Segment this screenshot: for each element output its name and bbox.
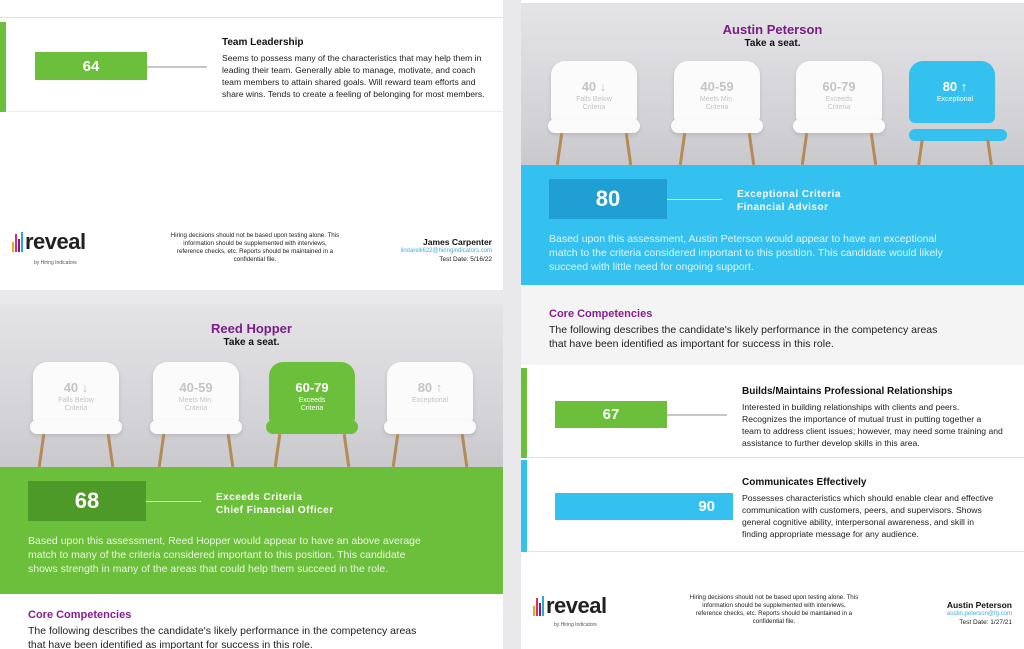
result-paragraph: Based upon this assessment, Austin Peterson would appear to have an exceptional match to the criteria considered important to this position. This candidate would likely succeed with little need for ongoing support. — [549, 233, 943, 273]
core-competencies-desc: The following describes the candidate's likely performance in the competency areas that have been identified as important for success in this role. — [549, 324, 938, 350]
competency-row — [0, 22, 503, 112]
result-band — [521, 165, 1024, 285]
score-connector-line — [146, 501, 201, 502]
competency-score: 90 — [555, 493, 733, 520]
score-connector-line — [667, 199, 722, 200]
page-top-edge — [0, 0, 503, 18]
result-band — [0, 467, 503, 594]
chair-exceptional-selected: 80 ↑ Exceptional — [909, 61, 1001, 165]
competency-accent-bar — [0, 22, 6, 112]
chair-falls-below: 40 ↓ Falls Below Criteria — [30, 362, 122, 467]
candidate-name: Austin Peterson — [946, 600, 1012, 610]
candidate-heading: Reed Hopper — [211, 321, 292, 336]
overall-score: 68 — [28, 481, 146, 521]
logo-word: reveal — [546, 593, 607, 618]
logo-bars-icon — [12, 232, 23, 252]
competency-row — [521, 460, 1024, 552]
competency-row — [521, 368, 1024, 458]
core-section — [521, 285, 1024, 365]
chairs-scene — [0, 304, 503, 467]
chairs-scene — [521, 3, 1024, 165]
competency-description: Seems to possess many of the characteristics that may help them in leading their team. Generally able to manage, motivate, and coach team members to attain shared goals. Will reward team efforts and share wins. Tends to create a feeling of belonging for most members. — [222, 53, 485, 99]
overall-score: 80 — [549, 179, 667, 219]
chair-meets-min: 40-59 Meets Min. Criteria — [671, 61, 763, 165]
competency-title: Builds/Maintains Professional Relationships — [742, 386, 953, 397]
result-paragraph: Based upon this assessment, Reed Hopper would appear to have an above average match to many of the criteria considered important to this position. This candidate shows strength in many of the areas that could help them succeed in the role. — [28, 535, 421, 575]
reveal-logo — [12, 229, 86, 254]
report-page-austin-peterson — [521, 0, 1024, 649]
competency-title: Communicates Effectively — [742, 477, 867, 488]
reveal-logo — [533, 593, 607, 618]
result-title: Exceptional Criteria — [737, 189, 841, 200]
score-connector-line — [667, 414, 727, 416]
report-page-james-carpenter — [0, 0, 503, 290]
chair-falls-below: 40 ↓ Falls Below Criteria — [548, 61, 640, 165]
chair-exceeds: 60-79 Exceeds Criteria — [793, 61, 885, 165]
test-date: Test Date: 1/27/21 — [959, 619, 1012, 626]
result-title: Exceeds Criteria — [216, 492, 303, 503]
chair-meets-min: 40-59 Meets Min. Criteria — [150, 362, 242, 467]
candidate-name: James Carpenter — [423, 237, 492, 247]
competency-accent-bar — [521, 368, 527, 458]
chair-exceeds-selected: 60-79 Exceeds Criteria — [266, 362, 358, 467]
report-page-reed-hopper — [0, 304, 503, 649]
disclaimer: Hiring decisions should not be based upon testing alone. This information should be supplemented with interviews, reference checks, etc. Reports should be maintained in a confidential file. — [689, 594, 859, 625]
competency-score: 67 — [555, 401, 667, 428]
candidate-email[interactable]: austin.peterson@fg.com — [946, 611, 1012, 617]
result-role: Chief Financial Officer — [216, 505, 334, 516]
competency-title: Team Leadership — [222, 37, 304, 48]
core-competencies-title: Core Competencies — [549, 308, 653, 320]
logo-bars-icon — [533, 596, 544, 616]
test-date: Test Date: 5/16/22 — [439, 256, 492, 263]
tagline: Take a seat. — [744, 38, 801, 49]
candidate-heading: Austin Peterson — [722, 22, 823, 37]
competency-score: 64 — [35, 52, 147, 80]
result-role: Financial Advisor — [737, 202, 829, 213]
disclaimer: Hiring decisions should not be based upon testing alone. This information should be supplemented with interviews, reference checks, etc. Reports should be maintained in a confidential file. — [170, 232, 340, 263]
candidate-email[interactable]: lindarelli622@hiringindicators.com — [400, 248, 492, 254]
logo-subtitle: by Hiring Indicators — [554, 622, 597, 628]
logo-word: reveal — [25, 229, 86, 254]
score-connector-line — [147, 66, 207, 68]
competency-accent-bar — [521, 460, 527, 552]
chair-exceptional: 80 ↑ Exceptional — [384, 362, 476, 467]
core-competencies-desc: The following describes the candidate's likely performance in the competency areas that have been identified as important for success in this role. — [28, 625, 417, 649]
core-competencies-title: Core Competencies — [28, 609, 132, 621]
competency-description: Interested in building relationships with clients and peers. Recognizes the importance of mutual trust in putting together a team to address client issues; however, may need some training and assistance to further develop skills in this area. — [742, 402, 1003, 448]
tagline: Take a seat. — [223, 337, 280, 348]
competency-description: Possesses characteristics which should enable clear and effective communication with customers, peers, and supervisors. Shows general cognitive ability, interpersonal awareness, and skill in finding appropriate message for any audience. — [742, 493, 994, 539]
logo-subtitle: by Hiring Indicators — [34, 260, 77, 266]
